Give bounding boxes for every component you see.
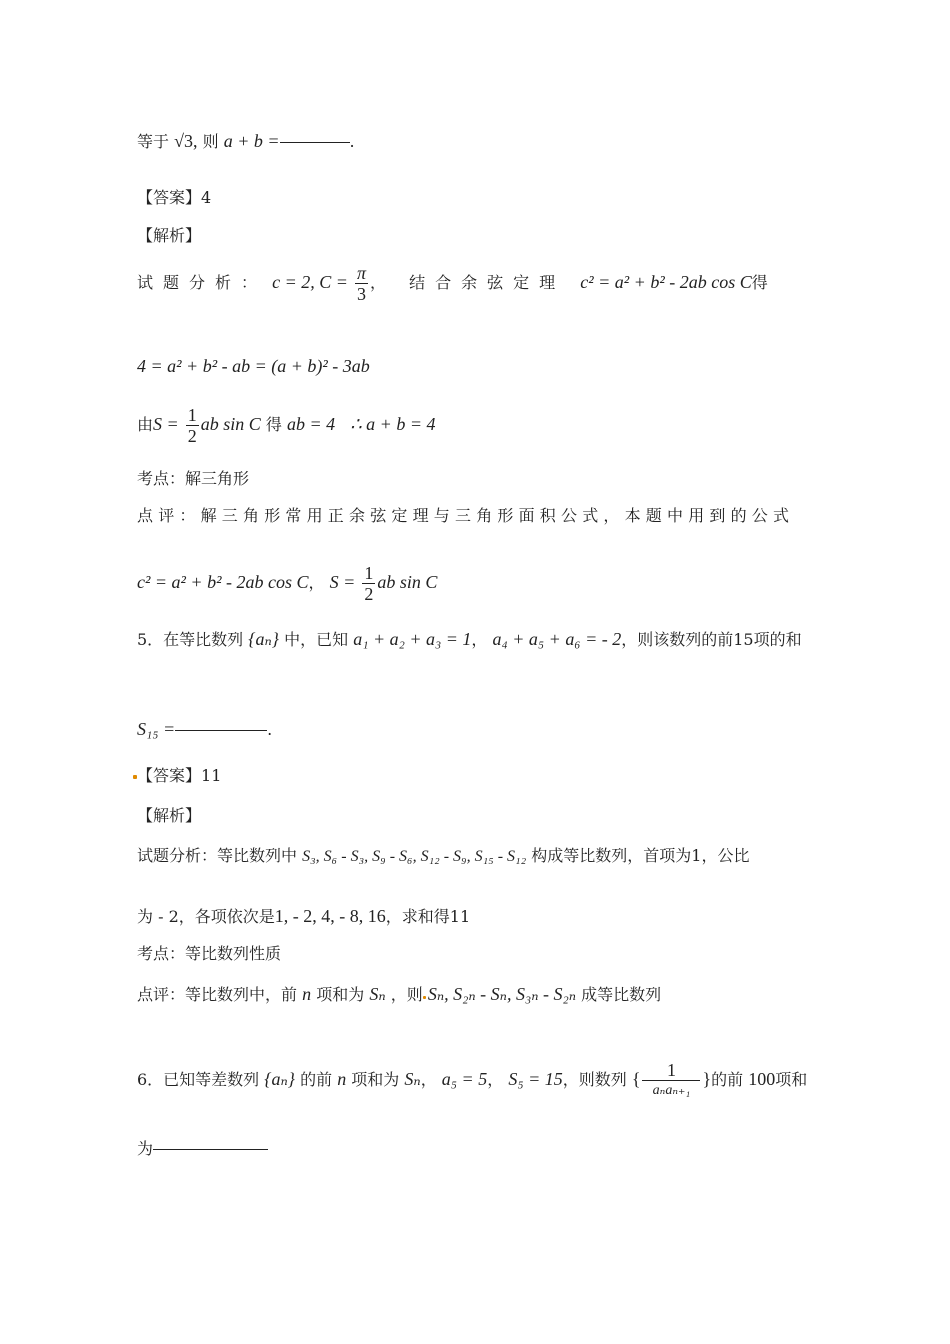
variable-sn: Sₙ — [369, 984, 386, 1004]
cosine-law-formula: c² = a² + b² - 2ab cos C — [580, 272, 752, 292]
math-expression: S = — [329, 572, 356, 592]
answer-blank — [175, 730, 267, 731]
q5-analysis-line2 — [137, 905, 470, 928]
text: 试题分析：等比数列中 — [137, 846, 298, 865]
sequence: {aₙ} — [264, 1069, 295, 1089]
text: 则 — [202, 132, 219, 151]
q4-analysis-line2: 4 = a² + b² - ab = (a + b)² - 3ab — [137, 356, 370, 376]
q5-question — [137, 628, 802, 651]
q4-analysis-line1 — [137, 263, 768, 304]
q4-answer — [137, 187, 211, 209]
variable-sn: Sₙ — [404, 1069, 421, 1089]
count: 100 — [748, 1069, 776, 1089]
variable-n: n — [337, 1069, 347, 1089]
text: 中，已知 — [284, 630, 349, 649]
text: 为 - 2，各项依次是 — [137, 907, 275, 926]
denominator: 2 — [187, 426, 197, 446]
terms: 1, - 2, 4, - 8, 16 — [274, 906, 386, 926]
answer-value: 11 — [201, 766, 222, 785]
area-formula: ab sin C — [377, 572, 438, 592]
fraction — [362, 563, 375, 604]
math-expression: ∴ a + b = 4 — [350, 414, 436, 434]
q4-analysis-label: 【解析】 — [137, 226, 202, 245]
question-number: 5．在等比数列 — [137, 630, 244, 649]
q5-answer — [137, 765, 221, 787]
numerator: π — [357, 263, 367, 283]
text: ，则数列 — [562, 1070, 627, 1089]
answer-label: 【答案】 — [137, 766, 202, 785]
text: ，则该数列的前15项的和 — [621, 630, 802, 649]
numerator: 1 — [642, 1060, 700, 1081]
q4-kaodian: 考点：解三角形 — [137, 469, 250, 488]
text: 由 — [137, 415, 154, 434]
answer-label: 【答案】 — [137, 188, 202, 207]
denominator: 2 — [364, 584, 374, 604]
q5-comment — [137, 983, 661, 1006]
text: . — [349, 132, 355, 151]
partial-sums: S₃, S₆ - S₃, S₉ - S₆, S₁₂ - S₉, S₁₅ - S₁₂ — [302, 848, 527, 865]
text: 为 — [137, 1139, 154, 1158]
math-expression: S₁₅ = — [137, 719, 176, 739]
sqrt-three: √3, — [174, 131, 198, 151]
text: ， — [487, 1070, 504, 1089]
sequence: {aₙ} — [248, 629, 279, 649]
text: . — [267, 720, 273, 739]
q4-formulas — [137, 563, 437, 604]
q5-analysis-label: 【解析】 — [137, 806, 202, 825]
condition: a₅ = 5 — [441, 1069, 488, 1089]
text: 得 — [751, 273, 768, 292]
brace: } — [702, 1069, 712, 1089]
text: 等于 — [137, 132, 170, 151]
fraction — [186, 405, 199, 446]
text: ， — [370, 273, 387, 292]
condition: S₅ = 15 — [508, 1069, 563, 1089]
answer-value: 4 — [201, 188, 212, 207]
math-expression: S = — [153, 414, 179, 434]
condition: a₁ + a₂ + a₃ = 1 — [353, 629, 472, 649]
marker-dot — [423, 996, 426, 999]
numerator: 1 — [187, 405, 197, 425]
math-expression: a + b = — [223, 131, 280, 151]
text: 结合余弦定理 — [409, 273, 566, 292]
text: 成等比数列 — [581, 985, 662, 1004]
q4-comment: 点评：解三角形常用正余弦定理与三角形面积公式，本题中用到的公式 — [137, 506, 795, 525]
math-expression: c = 2, C = — [272, 272, 348, 292]
text: 项和 — [775, 1070, 808, 1089]
text: 项和为 — [351, 1070, 400, 1089]
denominator: aₙaₙ₊₁ — [652, 1083, 691, 1098]
fraction — [355, 263, 368, 304]
answer-blank — [280, 142, 350, 143]
variable-n: n — [302, 984, 312, 1004]
math-expression: ab sin C — [200, 414, 261, 434]
numerator: 1 — [364, 563, 374, 583]
text: ， — [471, 630, 488, 649]
text: 得 — [265, 415, 282, 434]
cosine-law-formula: c² = a² + b² - 2ab cos C — [137, 572, 309, 592]
text: ， — [420, 1070, 437, 1089]
text: ，则 — [390, 985, 423, 1004]
q5-s15-line — [137, 718, 272, 741]
fraction — [642, 1060, 700, 1101]
partial-sums: Sₙ, S₂ₙ - Sₙ, S₃ₙ - S₂ₙ — [427, 984, 577, 1004]
text: 项和为 — [316, 985, 365, 1004]
text: 的前 — [300, 1070, 333, 1089]
q4-tail-line — [137, 130, 355, 153]
condition: a₄ + a₅ + a₆ = - 2 — [492, 629, 622, 649]
q4-analysis-line3 — [137, 405, 435, 446]
q6-question — [137, 1060, 807, 1101]
text: ， — [308, 573, 325, 592]
q5-analysis-line1 — [137, 845, 749, 868]
denominator: 3 — [357, 284, 367, 304]
text: 的前 — [711, 1070, 744, 1089]
question-number: 6．已知等差数列 — [137, 1070, 260, 1089]
text: 点评：等比数列中，前 — [137, 985, 298, 1004]
math-expression: ab = 4 — [286, 414, 336, 434]
q6-end-line — [137, 1138, 268, 1160]
answer-blank — [153, 1149, 268, 1150]
text: 试题分析： — [137, 273, 268, 292]
brace: { — [631, 1069, 641, 1089]
q5-kaodian: 考点：等比数列性质 — [137, 944, 282, 963]
text: ，求和得11 — [385, 907, 471, 926]
text: 构成等比数列，首项为1，公比 — [531, 846, 750, 865]
